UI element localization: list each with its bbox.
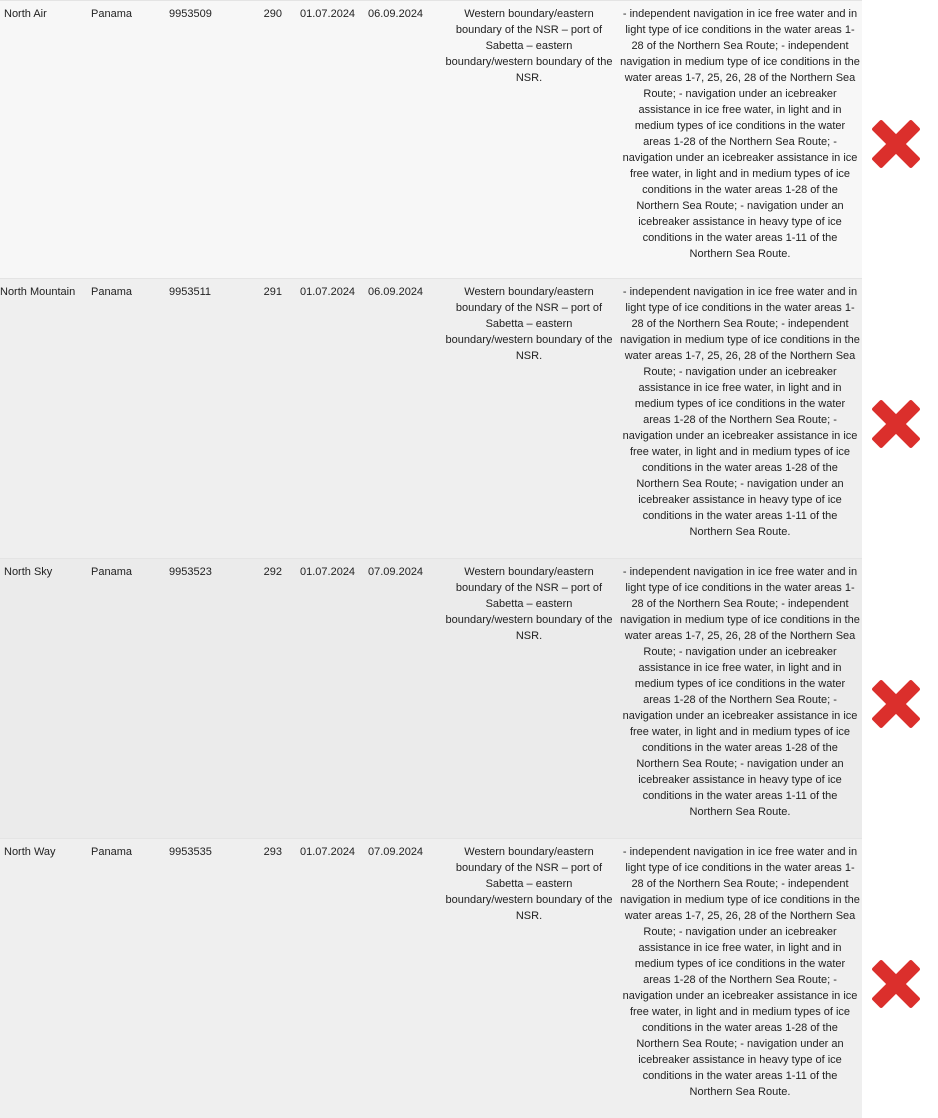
vessel-name: North Sky <box>4 566 53 578</box>
vessel-flag: Panama <box>91 846 132 858</box>
ice-conditions: - independent navigation in ice free water and in light type of ice conditions in the water areas 1-28 of the Northern Sea Route; - independent navigation in medium type of ice conditions in the water areas 1-7, 25, 26, 28 of the Northern Sea Route; - navigation under an icebreaker assistance in ice free water, in light and in medium types of ice conditions in the water areas 1-28 of the Northern Sea Route; - navigation under an icebreaker assistance in ice free water, in light and in medium types of ice conditions in the water areas 1-28 of the Northern Sea Route; - navigation under an icebreaker assistance in heavy type of ice conditions in the water areas 1-11 of the Northern Sea Route. <box>620 846 860 1098</box>
imo-number: 9953509 <box>169 8 212 20</box>
table-row <box>0 0 862 278</box>
valid-from-date: 01.07.2024 <box>300 566 356 578</box>
vessel-name: North Air <box>4 8 47 20</box>
vessel-flag: Panama <box>91 8 132 20</box>
imo-number: 9953535 <box>169 846 212 858</box>
valid-from-date: 01.07.2024 <box>300 286 356 298</box>
ice-conditions: - independent navigation in ice free water and in light type of ice conditions in the water areas 1-28 of the Northern Sea Route; - independent navigation in medium type of ice conditions in the water areas 1-7, 25, 26, 28 of the Northern Sea Route; - navigation under an icebreaker assistance in ice free water, in light and in medium types of ice conditions in the water areas 1-28 of the Northern Sea Route; - navigation under an icebreaker assistance in ice free water, in light and in medium types of ice conditions in the water areas 1-28 of the Northern Sea Route; - navigation under an icebreaker assistance in heavy type of ice conditions in the water areas 1-11 of the Northern Sea Route. <box>620 566 860 818</box>
red-x-icon <box>866 114 926 174</box>
ice-conditions: - independent navigation in ice free water and in light type of ice conditions in the water areas 1-28 of the Northern Sea Route; - independent navigation in medium type of ice conditions in the water areas 1-7, 25, 26, 28 of the Northern Sea Route; - navigation under an icebreaker assistance in ice free water, in light and in medium types of ice conditions in the water areas 1-28 of the Northern Sea Route; - navigation under an icebreaker assistance in ice free water, in light and in medium types of ice conditions in the water areas 1-28 of the Northern Sea Route; - navigation under an icebreaker assistance in heavy type of ice conditions in the water areas 1-11 of the Northern Sea Route. <box>620 8 860 260</box>
red-x-icon <box>866 394 926 454</box>
vessel-flag: Panama <box>91 286 132 298</box>
navigation-area: Western boundary/eastern boundary of the NSR – port of Sabetta – eastern boundary/western boundary of the NSR. <box>445 8 613 84</box>
table-row <box>0 838 862 1118</box>
ice-conditions: - independent navigation in ice free water and in light type of ice conditions in the water areas 1-28 of the Northern Sea Route; - independent navigation in medium type of ice conditions in the water areas 1-7, 25, 26, 28 of the Northern Sea Route; - navigation under an icebreaker assistance in ice free water, in light and in medium types of ice conditions in the water areas 1-28 of the Northern Sea Route; - navigation under an icebreaker assistance in ice free water, in light and in medium types of ice conditions in the water areas 1-28 of the Northern Sea Route; - navigation under an icebreaker assistance in heavy type of ice conditions in the water areas 1-11 of the Northern Sea Route. <box>620 286 860 538</box>
permit-number: 293 <box>263 846 282 858</box>
navigation-area: Western boundary/eastern boundary of the NSR – port of Sabetta – eastern boundary/western boundary of the NSR. <box>445 286 613 362</box>
red-x-icon <box>866 674 926 734</box>
table-row <box>0 278 862 558</box>
table-row <box>0 558 862 838</box>
red-x-icon <box>866 954 926 1014</box>
valid-to-date: 07.09.2024 <box>368 846 424 858</box>
valid-to-date: 06.09.2024 <box>368 286 424 298</box>
valid-from-date: 01.07.2024 <box>300 8 356 20</box>
navigation-area: Western boundary/eastern boundary of the NSR – port of Sabetta – eastern boundary/western boundary of the NSR. <box>445 566 613 642</box>
permit-number: 290 <box>263 8 282 20</box>
valid-from-date: 01.07.2024 <box>300 846 356 858</box>
imo-number: 9953523 <box>169 566 212 578</box>
vessel-name: North Way <box>4 846 56 858</box>
valid-to-date: 06.09.2024 <box>368 8 424 20</box>
valid-to-date: 07.09.2024 <box>368 566 424 578</box>
vessel-flag: Panama <box>91 566 132 578</box>
navigation-area: Western boundary/eastern boundary of the NSR – port of Sabetta – eastern boundary/western boundary of the NSR. <box>445 846 613 922</box>
vessel-name: North Mountain <box>0 286 76 298</box>
permit-number: 291 <box>263 286 282 298</box>
imo-number: 9953511 <box>169 286 212 298</box>
permit-number: 292 <box>263 566 282 578</box>
